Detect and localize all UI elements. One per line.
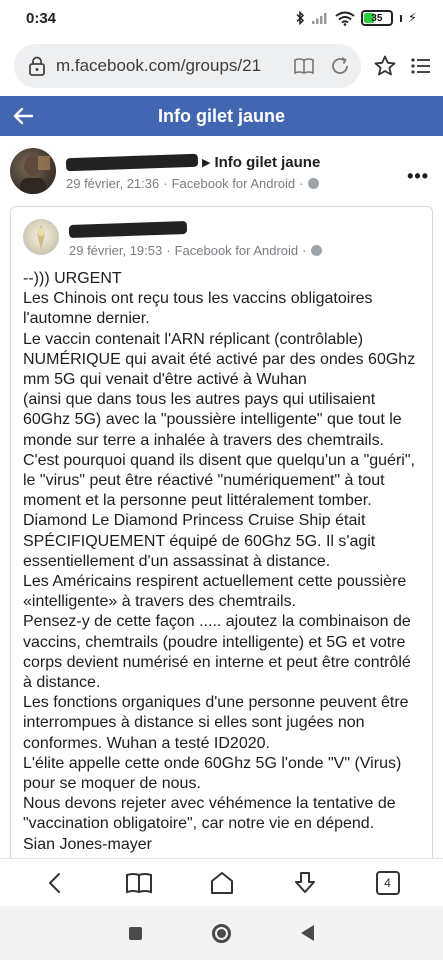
globe-icon (308, 178, 319, 189)
bluetooth-icon (295, 11, 305, 25)
home-button[interactable] (200, 861, 244, 905)
original-author-avatar[interactable] (23, 219, 59, 255)
share-arrow-icon: ▶ (202, 157, 211, 169)
meta-separator: · (166, 243, 171, 258)
globe-icon (311, 245, 322, 256)
post-text-line: (ainsi que dans tous les autres pays qui utilisaient 60Ghz 5G) avec la "poussière intelligente" que tout le monde sur terre a inhalée à travers des chemtrails. (23, 391, 402, 449)
redacted-author-name[interactable] (66, 154, 198, 172)
download-button[interactable] (283, 861, 327, 905)
author-avatar[interactable] (10, 148, 56, 194)
original-author-line (69, 223, 187, 241)
android-navigation-bar (0, 906, 443, 960)
signal-icon (311, 11, 329, 25)
browser-toolbar (0, 36, 443, 96)
chevron-left-icon (44, 871, 68, 895)
original-post-via: Facebook for Android (174, 243, 299, 258)
post-text-line: --))) URGENT (23, 270, 122, 287)
download-arrow-icon (292, 870, 318, 896)
charging-icon: ⚡ (407, 10, 417, 25)
post-text-line: Pensez-y de cette façon ..... ajoutez la combinaison de vaccins, chemtrails (poudre intelligente) et 5G et votre corps devient numérisé en interne et peut être contrôlé à distance. (23, 613, 411, 692)
back-arrow-icon[interactable] (12, 105, 34, 127)
post-text-line: Les Chinois ont reçu tous les vaccins obligatoires l'automne dernier. (23, 290, 373, 328)
post-timestamp[interactable]: 29 février, 21:36 (66, 176, 160, 191)
post-text-line: Le vaccin contenait l'ARN réplicant (contrôlable) NUMÉRIQUE qui avait été activé par des ondes 60Ghz mm 5G qui venait d'être activé à Wuhan (23, 330, 416, 389)
original-post-card (10, 206, 433, 858)
android-back-icon[interactable] (301, 925, 314, 941)
back-button[interactable] (34, 861, 78, 905)
url-text[interactable]: m.facebook.com/groups/21 (56, 56, 262, 75)
group-header (0, 96, 443, 136)
group-title: Info gilet jaune (157, 105, 285, 126)
browser-bottom-toolbar (0, 858, 443, 906)
home-icon (209, 870, 235, 896)
post-header (10, 146, 433, 202)
redacted-original-author-name[interactable] (69, 221, 187, 238)
recent-apps-icon[interactable] (129, 927, 142, 940)
post-text-line: C'est pourquoi quand ils disent que quelqu'un a "guéri", le "virus" peut être réactivé "numériquement" à tout moment et la personne peut littéralement tomber. (23, 451, 415, 510)
post-via: Facebook for Android (171, 176, 296, 191)
tabs-count[interactable]: 4 (376, 871, 400, 895)
more-options-icon[interactable]: ••• (407, 166, 429, 186)
battery-icon (361, 10, 393, 26)
original-post-timestamp[interactable]: 29 février, 19:53 (69, 243, 163, 258)
tabs-button[interactable] (366, 861, 410, 905)
post-text-line: Nous devons rejeter avec véhémence la tentative de "vaccination obligatoire", car notre vie en dépend. (23, 795, 396, 833)
status-bar (0, 0, 443, 36)
post-meta (66, 176, 319, 191)
book-icon (125, 871, 153, 895)
post-author-line (66, 154, 320, 171)
meta-separator: · (302, 243, 307, 258)
status-icons (295, 10, 417, 26)
original-post-meta (69, 243, 322, 258)
status-time: 0:34 (26, 9, 57, 27)
post-text-line: L'élite appelle cette onde 60Ghz 5G l'onde "V" (Virus) pour se moquer de nous. (23, 754, 402, 793)
menu-list-icon[interactable] (409, 54, 433, 78)
post-text-line: Les fonctions organiques d'une personne peuvent être interrompues à distance si elles sont jugées non conformes. Wuhan a testé ID2020. (23, 694, 409, 752)
bookmarks-button[interactable] (117, 861, 161, 905)
address-bar[interactable] (14, 44, 361, 88)
post-body (23, 269, 423, 855)
android-home-icon[interactable] (212, 924, 231, 943)
reader-mode-icon[interactable] (293, 55, 315, 77)
shared-post (0, 136, 443, 858)
meta-separator: · (163, 176, 168, 191)
original-post-header (23, 219, 423, 263)
meta-separator: · (299, 176, 304, 191)
post-group-name[interactable]: Info gilet jaune (214, 154, 321, 171)
post-text-line: Les Américains respirent actuellement cette poussière «intelligente» à travers des chemtrails. (23, 573, 407, 611)
post-text-line: Sian Jones-mayer (23, 835, 152, 853)
battery-tip (400, 15, 402, 22)
battery-percent: 35 (371, 12, 383, 24)
post-text-line: Diamond Le Diamond Princess Cruise Ship était SPÉCIFIQUEMENT équipé de 60Ghz 5G. Il s'agit essentiellement d'un assassinat à distance. (23, 512, 376, 570)
wifi-icon (335, 11, 355, 26)
reload-icon[interactable] (329, 55, 351, 77)
bookmark-star-icon[interactable] (373, 54, 397, 78)
lock-icon[interactable] (28, 56, 46, 76)
